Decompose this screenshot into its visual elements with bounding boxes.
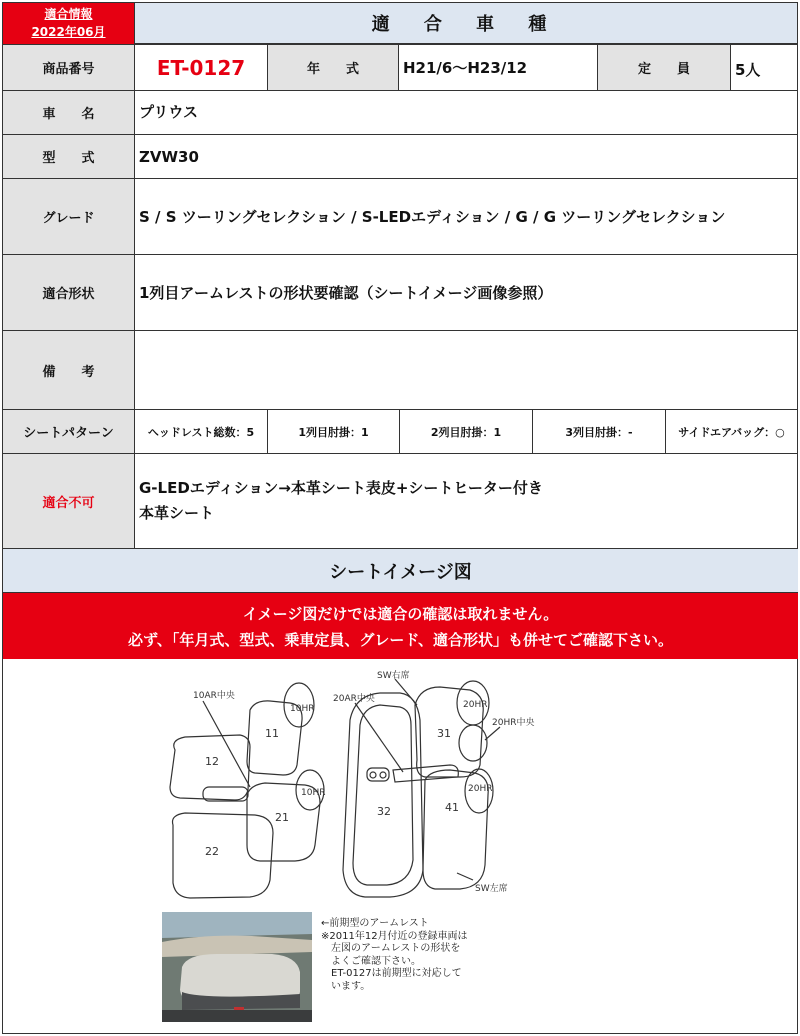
year-label: 年 式 bbox=[268, 44, 399, 91]
photo-note-line6: います。 bbox=[321, 980, 371, 992]
model-value: ZVW30 bbox=[135, 135, 798, 179]
image-section-title: シートイメージ図 bbox=[3, 549, 798, 593]
hr-10a: 10HR bbox=[290, 704, 315, 714]
name-label: 車 名 bbox=[3, 91, 135, 135]
caution-line1: イメージ図だけでは適合の確認は取れません。 bbox=[242, 605, 559, 623]
row2-armrest: 2列目肘掛：1 bbox=[400, 410, 533, 454]
row3-armrest: 3列目肘掛：- bbox=[533, 410, 666, 454]
product-no: ET-0127 bbox=[135, 44, 268, 91]
shape-label: 適合形状 bbox=[3, 255, 135, 331]
seat-22-shape bbox=[173, 813, 274, 898]
label-10ar: 10AR中央 bbox=[193, 691, 235, 701]
headrest-total: ヘッドレスト総数：5 bbox=[135, 410, 268, 454]
name-value: プリウス bbox=[135, 91, 798, 135]
label-20hr-center: 20HR中央 bbox=[492, 718, 535, 728]
seat-num-41: 41 bbox=[445, 801, 459, 814]
grade-label: グレード bbox=[3, 179, 135, 255]
hr-20a: 20HR bbox=[463, 700, 488, 710]
shape-value: 1列目アームレストの形状要確認（シートイメージ画像参照） bbox=[135, 255, 798, 331]
label-sw-r: SW右席 bbox=[377, 671, 410, 681]
incompatible-label: 適合不可 bbox=[3, 454, 135, 549]
incompatible-value bbox=[135, 454, 798, 549]
seat-32-inner bbox=[353, 705, 413, 885]
row1-armrest: 1列目肘掛：1 bbox=[268, 410, 400, 454]
model-label: 型 式 bbox=[3, 135, 135, 179]
seat-num-12: 12 bbox=[205, 755, 219, 768]
remarks-value bbox=[135, 331, 798, 410]
caution-line2: 必ず、「年月式、型式、乗車定員、グレード、適合形状」も併せてご確認下さい。 bbox=[128, 631, 673, 649]
product-no-label: 商品番号 bbox=[3, 44, 135, 91]
seat-pattern-label: シートパターン bbox=[3, 410, 135, 454]
grade-value: S / S ツーリングセレクション / S-LEDエディション / G / G ツーリングセレクション bbox=[135, 179, 798, 255]
photo-note-line5: ET-0127は前期型に対応して bbox=[321, 968, 462, 980]
hr-10b: 10HR bbox=[301, 788, 326, 798]
hr-20b: 20HR bbox=[468, 784, 493, 794]
photo-note-line3: 左図のアームレストの形状を bbox=[321, 943, 461, 955]
photo-note bbox=[321, 918, 521, 994]
incompatible-line1: G-LEDエディション→本革シート表皮+シートヒーター付き bbox=[139, 479, 543, 497]
seat-num-11: 11 bbox=[265, 727, 279, 740]
armrest-photo bbox=[162, 912, 312, 1022]
seat-num-31: 31 bbox=[437, 727, 451, 740]
side-airbag: サイドエアバッグ：○ bbox=[666, 410, 798, 454]
badge-line1: 適合情報 bbox=[44, 7, 93, 21]
capacity-value: 5人 bbox=[731, 44, 798, 91]
info-badge bbox=[3, 3, 134, 44]
capacity-label: 定 員 bbox=[598, 44, 731, 91]
headrest-20hr-center bbox=[459, 725, 487, 761]
seat-diagram bbox=[155, 665, 545, 910]
seat-num-32: 32 bbox=[377, 805, 391, 818]
header-title: 適 合 車 種 bbox=[134, 3, 798, 44]
label-20ar: 20AR中央 bbox=[333, 694, 375, 704]
label-sw-l: SW左席 bbox=[475, 884, 508, 894]
photo-note-line4: よくご確認下さい。 bbox=[321, 955, 421, 967]
caution-banner bbox=[3, 593, 798, 659]
seat-num-22: 22 bbox=[205, 845, 219, 858]
seat-num-21: 21 bbox=[275, 811, 289, 824]
badge-line2: 2022年06月 bbox=[31, 25, 106, 39]
remarks-label: 備 考 bbox=[3, 331, 135, 410]
year-value: H21/6〜H23/12 bbox=[399, 44, 598, 91]
photo-note-line1: ←前期型のアームレスト bbox=[321, 918, 429, 929]
photo-note-line2: ※2011年12月付近の登録車両は bbox=[321, 930, 468, 942]
incompatible-line2: 本革シート bbox=[139, 504, 215, 522]
